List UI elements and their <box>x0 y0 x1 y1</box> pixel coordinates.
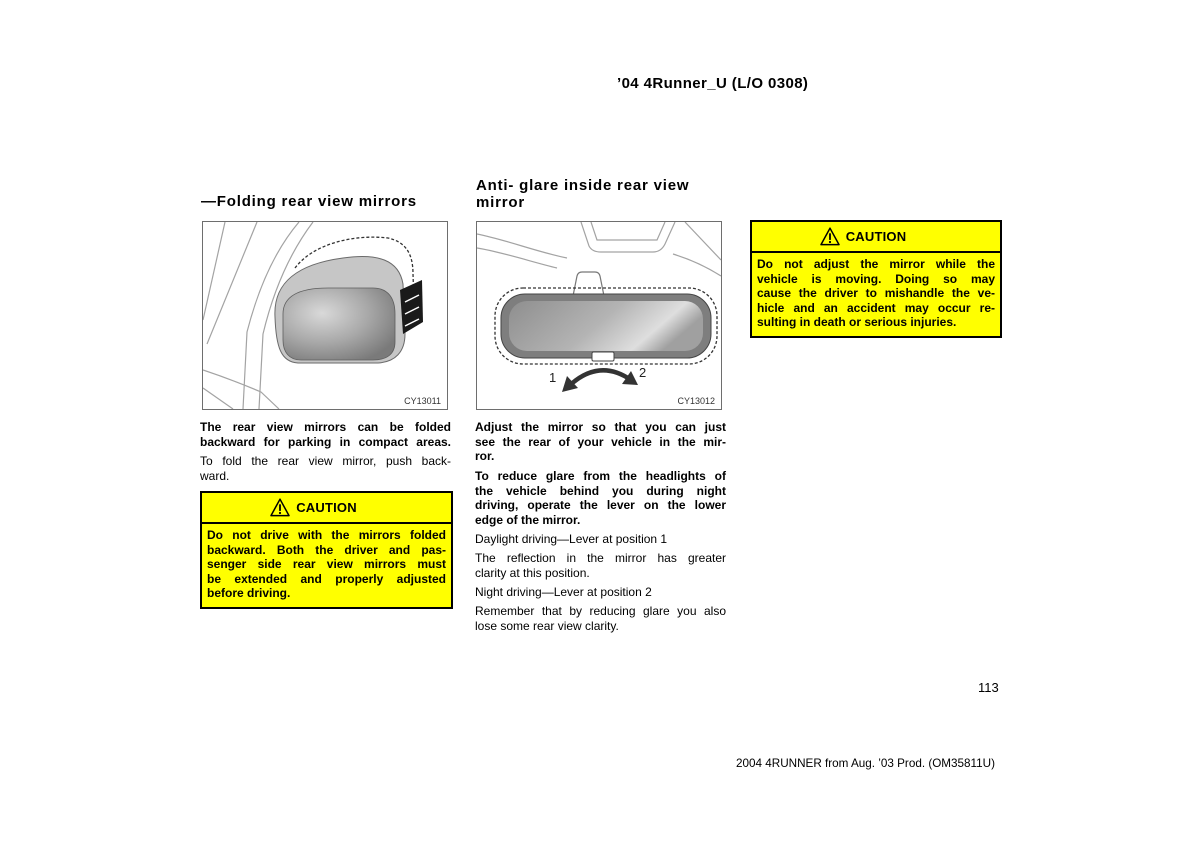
heading-line: Anti- glare inside rear view <box>476 177 690 194</box>
night-driving-paragraph <box>475 585 726 600</box>
text-line: cause the driver to mishandle the ve- <box>757 286 995 301</box>
caution-box-folded-mirrors <box>200 491 453 609</box>
text-line: see the rear of your vehicle in the mir- <box>475 434 726 449</box>
daylight-driving-paragraph <box>475 532 726 547</box>
text-line: clarity at this position. <box>475 565 590 580</box>
text-line: be extended and properly adjusted <box>207 571 446 586</box>
text-line: Remember that by reducing glare you also <box>475 604 726 618</box>
caution-box-adjust-while-moving <box>750 220 1002 338</box>
heading-line: mirror <box>476 194 525 211</box>
reduce-glare-paragraph <box>475 469 726 527</box>
caution-label: CAUTION <box>845 229 907 244</box>
lever-direction-arrows <box>562 370 638 392</box>
side-mirror-illustration <box>203 222 447 409</box>
text-line: The rear view mirrors can be folded <box>200 420 451 434</box>
warning-triangle-icon <box>820 227 840 246</box>
caution-label: CAUTION <box>296 500 357 515</box>
text-line: ror. <box>475 449 495 464</box>
text-line: To reduce glare from the headlights of <box>475 469 726 483</box>
document-footer: 2004 4RUNNER from Aug. ’03 Prod. (OM35811U) <box>736 757 995 770</box>
folding-intro-paragraph <box>200 420 451 449</box>
caution-text <box>202 524 451 607</box>
mirror-glass <box>283 288 395 360</box>
text-line: To fold the rear view mirror, push back- <box>200 454 451 468</box>
adjust-mirror-paragraph <box>475 420 726 464</box>
text-line: Do not adjust the mirror while the <box>757 257 995 271</box>
folding-mirrors-heading: —Folding rear view mirrors <box>201 193 417 210</box>
caution-header <box>202 493 451 524</box>
position-1-label: 1 <box>549 370 557 385</box>
text-line: the vehicle behind you during night <box>475 483 726 498</box>
position-2-label: 2 <box>639 365 647 380</box>
text-line: senger side rear view mirrors must <box>207 557 446 572</box>
text-line: Night driving—Lever at position 2 <box>475 585 652 599</box>
text-line: edge of the mirror. <box>475 512 581 527</box>
roof-console-lines <box>477 222 721 276</box>
page-number: 113 <box>978 680 999 695</box>
text-line: lose some rear view clarity. <box>475 618 619 633</box>
warning-triangle-icon <box>270 498 290 517</box>
text-line: before driving. <box>207 586 291 601</box>
text-line: Do not drive with the mirrors folded <box>207 528 446 542</box>
figure-caption: CY13011 <box>404 396 441 406</box>
text-line: sulting in death or serious injuries. <box>757 315 957 330</box>
mirror-mount <box>573 272 604 296</box>
text-line: Daylight driving—Lever at position 1 <box>475 532 668 546</box>
text-line: ward. <box>200 468 230 483</box>
daylight-note-paragraph <box>475 551 726 580</box>
figure-folding-side-mirror <box>202 221 448 410</box>
text-line: driving, operate the lever on the lower <box>475 498 726 513</box>
night-note-paragraph <box>475 604 726 633</box>
text-line: backward for parking in compact areas. <box>200 434 451 449</box>
text-line: Adjust the mirror so that you can just <box>475 420 726 434</box>
rear-view-mirror-illustration <box>477 222 721 409</box>
figure-antiglare-mirror <box>476 221 722 410</box>
folding-instruction-paragraph <box>200 454 451 483</box>
mirror-glass <box>509 301 703 351</box>
mirror-lever <box>592 352 614 361</box>
text-line: The reflection in the mirror has greater <box>475 551 726 565</box>
figure-caption: CY13012 <box>677 396 715 406</box>
text-line: backward. Both the driver and pas- <box>207 542 446 557</box>
caution-text <box>752 253 1000 336</box>
text-line: vehicle is moving. Doing so may <box>757 271 995 286</box>
text-line: hicle and an accident may occur re- <box>757 300 995 315</box>
caution-header <box>752 222 1000 253</box>
document-header-title: ’04 4Runner_U (L/O 0308) <box>617 75 809 92</box>
antiglare-mirror-heading <box>476 177 689 211</box>
